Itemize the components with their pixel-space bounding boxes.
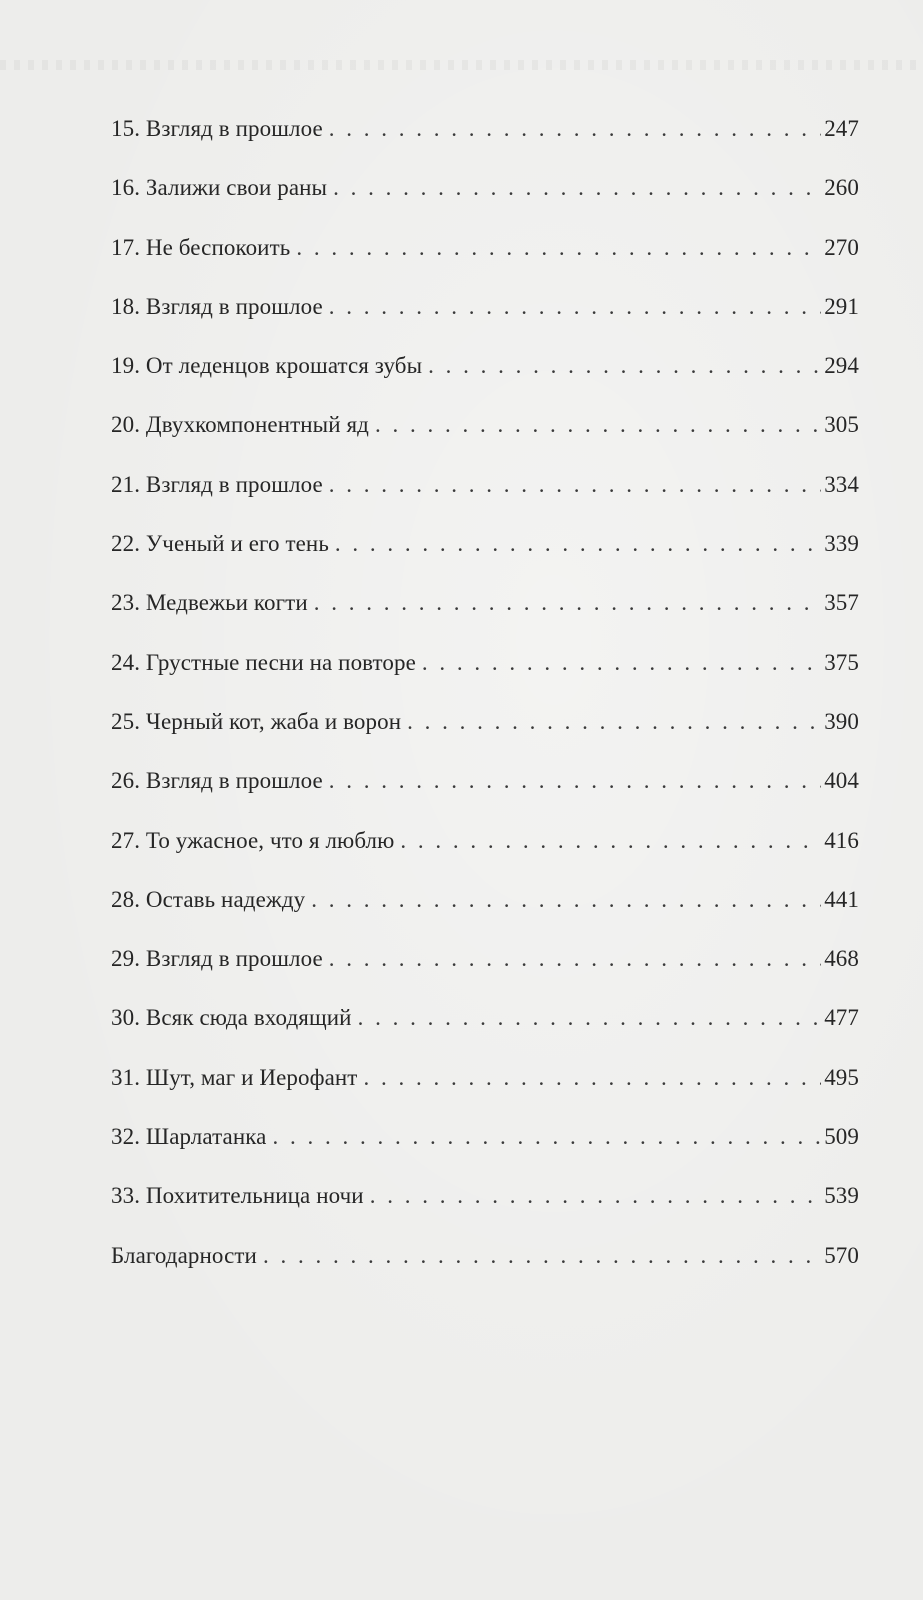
toc-entry [111, 828, 859, 887]
toc-entry-title: 28. Оставь надежду [111, 886, 306, 912]
dot-leader [329, 946, 821, 972]
toc-entry-page: 375 [824, 649, 859, 675]
dot-leader [311, 887, 821, 913]
toc-entry-page: 260 [824, 175, 859, 201]
toc-entry [111, 412, 859, 471]
toc-entry [111, 946, 859, 1005]
toc-entry-page: 570 [824, 1242, 859, 1268]
dot-leader [363, 1065, 821, 1091]
table-of-contents [111, 116, 859, 1302]
toc-entry-page: 477 [824, 1005, 859, 1031]
toc-entry-title: 23. Медвежьи когти [111, 590, 308, 616]
toc-entry [111, 235, 859, 294]
toc-entry-title: 25. Черный кот, жаба и ворон [111, 708, 402, 734]
toc-entry [111, 1183, 859, 1242]
toc-entry [111, 887, 859, 946]
toc-entry-title: 16. Залижи свои раны [111, 175, 328, 201]
toc-entry-title: 21. Взгляд в прошлое [111, 471, 323, 497]
toc-entry [111, 1243, 859, 1302]
toc-entry-page: 339 [824, 531, 859, 557]
toc-entry-title: Благодарности [111, 1242, 257, 1268]
dot-leader [375, 412, 821, 438]
toc-entry-page: 416 [824, 827, 859, 853]
toc-entry-title: 26. Взгляд в прошлое [111, 768, 323, 794]
dot-leader [370, 1183, 821, 1209]
show-through-line [0, 60, 923, 70]
dot-leader [272, 1124, 821, 1150]
dot-leader [400, 828, 821, 854]
dot-leader [422, 650, 821, 676]
toc-entry [111, 531, 859, 590]
toc-entry [111, 116, 859, 175]
toc-entry-title: 24. Грустные песни на повторе [111, 649, 416, 675]
dot-leader [407, 709, 821, 735]
toc-entry-title: 30. Всяк сюда входящий [111, 1005, 352, 1031]
toc-entry-page: 247 [824, 116, 859, 141]
toc-entry-page: 294 [824, 353, 859, 379]
toc-entry-page: 291 [824, 293, 859, 319]
toc-entry [111, 472, 859, 531]
dot-leader [329, 116, 821, 142]
toc-entry [111, 1124, 859, 1183]
toc-entry-title: 17. Не беспокоить [111, 234, 291, 260]
dot-leader [296, 235, 821, 261]
toc-entry-title: 22. Ученый и его тень [111, 531, 329, 557]
dot-leader [329, 472, 821, 498]
dot-leader [329, 294, 821, 320]
toc-entry-page: 390 [824, 708, 859, 734]
dot-leader [358, 1005, 822, 1031]
toc-entry [111, 709, 859, 768]
toc-entry [111, 294, 859, 353]
dot-leader [314, 590, 821, 616]
toc-entry-page: 468 [824, 946, 859, 972]
toc-entry-page: 539 [824, 1183, 859, 1209]
toc-entry-title: 19. От леденцов крошатся зубы [111, 353, 423, 379]
toc-entry [111, 768, 859, 827]
toc-entry [111, 1065, 859, 1124]
toc-entry-page: 305 [824, 412, 859, 438]
toc-entry [111, 175, 859, 234]
toc-entry-title: 33. Похитительница ночи [111, 1183, 364, 1209]
toc-entry [111, 650, 859, 709]
toc-entry-title: 27. То ужасное, что я люблю [111, 827, 395, 853]
toc-entry-page: 270 [824, 234, 859, 260]
toc-entry-page: 441 [824, 886, 859, 912]
toc-entry [111, 353, 859, 412]
dot-leader [333, 175, 821, 201]
toc-entry-title: 31. Шут, маг и Иерофант [111, 1064, 358, 1090]
toc-entry-page: 509 [824, 1124, 859, 1150]
toc-entry-page: 334 [824, 471, 859, 497]
dot-leader [263, 1243, 821, 1269]
toc-entry-title: 15. Взгляд в прошлое [111, 116, 323, 141]
toc-entry-title: 29. Взгляд в прошлое [111, 946, 323, 972]
dot-leader [428, 353, 821, 379]
toc-entry [111, 590, 859, 649]
dot-leader [335, 531, 821, 557]
toc-entry-page: 495 [824, 1064, 859, 1090]
toc-entry-title: 20. Двухкомпонентный яд [111, 412, 369, 438]
toc-entry-page: 404 [824, 768, 859, 794]
toc-entry-title: 32. Шарлатанка [111, 1124, 267, 1150]
toc-entry [111, 1005, 859, 1064]
dot-leader [329, 768, 821, 794]
toc-entry-title: 18. Взгляд в прошлое [111, 293, 323, 319]
toc-entry-page: 357 [824, 590, 859, 616]
